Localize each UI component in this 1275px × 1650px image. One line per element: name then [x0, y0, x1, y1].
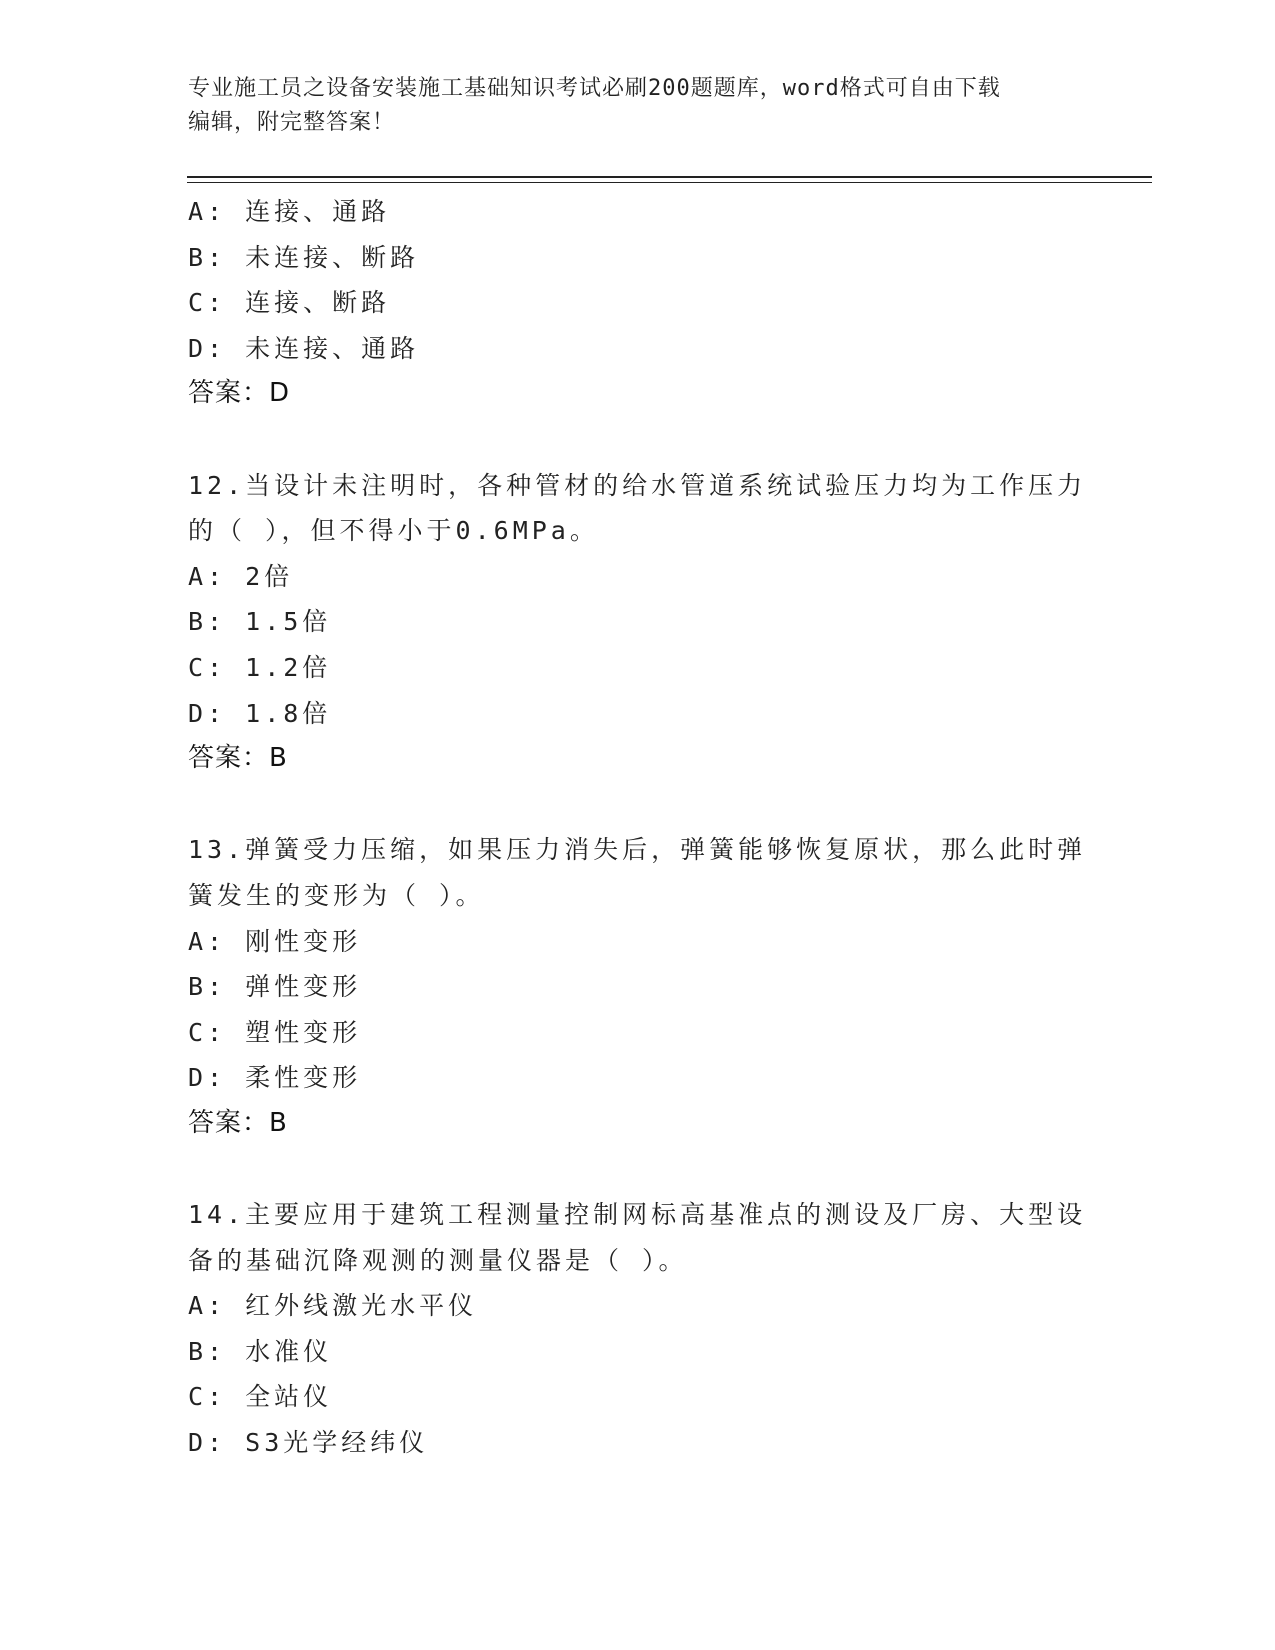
question-text-line-2: 备的基础沉降观测的测量仪器是（ ）。: [188, 1245, 688, 1275]
question-text-line-2: 的（ ），但不得小于0.6MPa。: [188, 516, 599, 546]
question-text-line-1: 14.主要应用于建筑工程测量控制网标高基准点的测设及厂房、大型设: [188, 1200, 1087, 1230]
option-b: B: 1.5倍: [188, 607, 332, 637]
option-d: D: 1.8倍: [188, 698, 332, 728]
answer-label: 答案：B: [188, 1107, 288, 1138]
option-c: C: 全站仪: [188, 1382, 333, 1412]
option-a: A: 红外线激光水平仪: [188, 1291, 478, 1321]
option-b: B: 未连接、断路: [188, 242, 420, 272]
document-header: [188, 72, 1068, 140]
option-a: A: 2倍: [188, 561, 294, 591]
option-c: C: 连接、断路: [188, 288, 391, 318]
option-d: D: S3光学经纬仪: [188, 1428, 429, 1458]
question-text-line-2: 簧发生的变形为（ ）。: [188, 880, 485, 910]
answer-label: 答案：B: [188, 743, 288, 774]
question-13: [188, 827, 1088, 1146]
header-line-2: 编辑，附完整答案！: [188, 110, 396, 135]
option-b: B: 弹性变形: [188, 972, 362, 1002]
header-divider-thin: [187, 182, 1152, 183]
question-12: [188, 463, 1088, 782]
option-b: B: 水准仪: [188, 1336, 333, 1366]
question-text-line-1: 12.当设计未注明时，各种管材的给水管道系统试验压力均为工作压力: [188, 470, 1087, 500]
question-list: [188, 189, 1088, 1466]
question-text-line-1: 13.弹簧受力压缩，如果压力消失后，弹簧能够恢复原状，那么此时弹: [188, 835, 1087, 865]
question-14: [188, 1192, 1088, 1466]
question-11-continuation: [188, 189, 1088, 417]
option-a: A: 连接、通路: [188, 197, 391, 226]
option-c: C: 塑性变形: [188, 1017, 362, 1047]
answer-label: 答案：D: [188, 378, 291, 409]
option-c: C: 1.2倍: [188, 652, 332, 682]
header-line-1: 专业施工员之设备安装施工基础知识考试必刷200题题库，word格式可自由下载: [188, 76, 1001, 101]
header-divider-thick: [187, 176, 1152, 178]
option-d: D: 未连接、通路: [188, 333, 420, 363]
option-a: A: 刚性变形: [188, 926, 362, 956]
option-d: D: 柔性变形: [188, 1063, 362, 1093]
